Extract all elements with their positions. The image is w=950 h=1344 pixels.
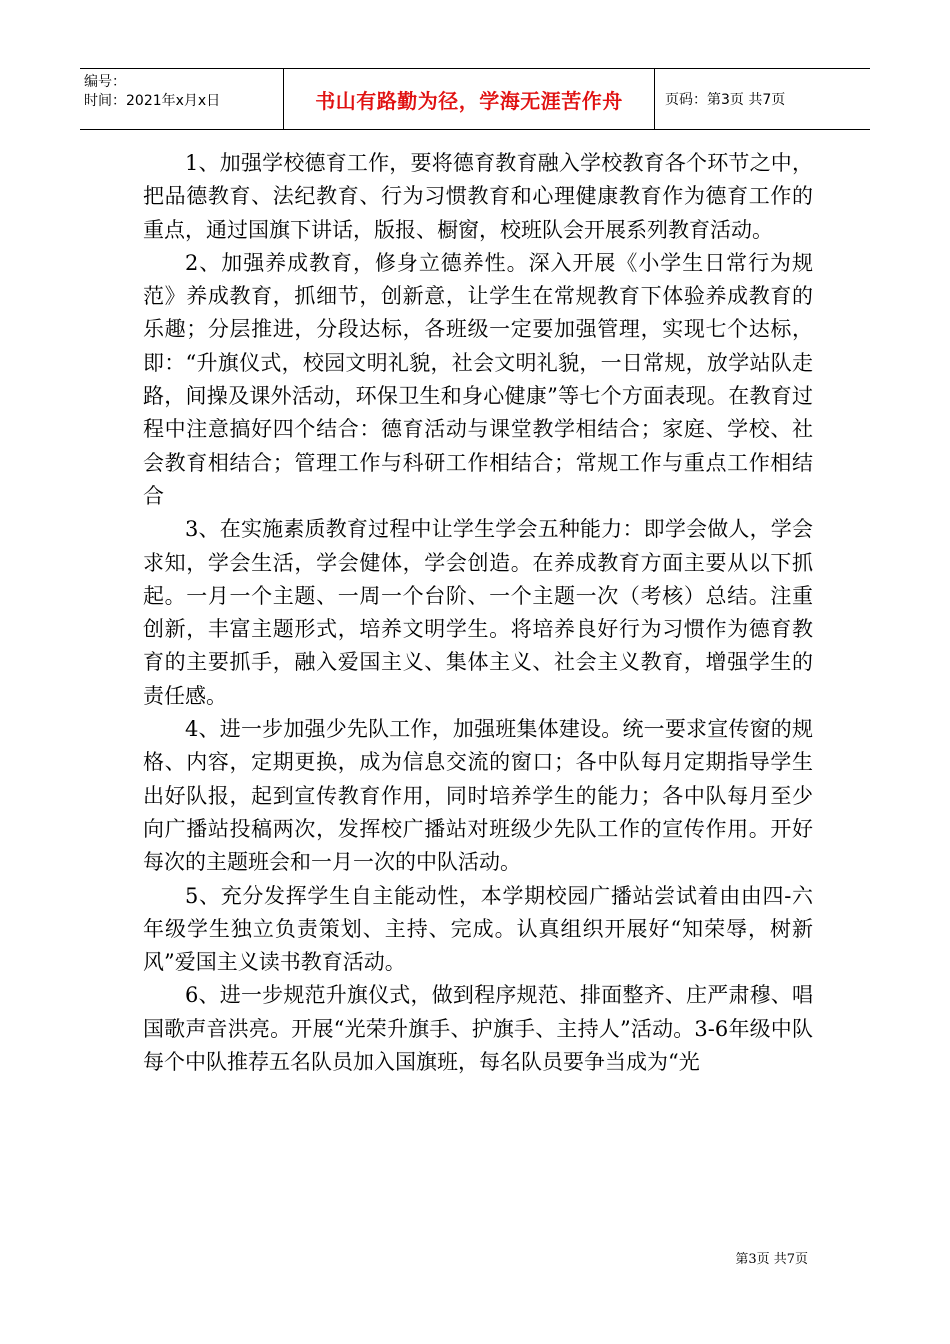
paragraph-3: 3、在实施素质教育过程中让学生学会五种能力：即学会做人，学会求知，学会生活，学会健体，学会创造。在养成教育方面主要从以下抓起。一月一个主题、一周一个台阶、一个主题一次（考核）总结。注重创新，丰富主题形式，培养文明学生。将培养良好行为习惯作为德育教育的主要抓手，融入爱国主义、集体主义、社会主义教育，增强学生的责任感。 [143,517,813,708]
paragraph-1: 1、加强学校德育工作，要将德育教育融入学校教育各个环节之中，把品德教育、法纪教育、行为习惯教育和心理健康教育作为德育工作的重点，通过国旗下讲话，版报、橱窗，校班队会开展系列教育活动。 [143,151,813,242]
page-footer: 第3页 共7页 [735,1252,808,1267]
paragraph-5: 5、充分发挥学生自主能动性，本学期校园广播站尝试着由由四-六年级学生独立负责策划、主持、完成。认真组织开展好“知荣辱，树新风”爱国主义读书教育活动。 [143,883,813,975]
header-meta [80,69,283,129]
header-motto: 书山有路勤为径，学海无涯苦作舟 [283,69,655,129]
code-label: 编号： [84,74,126,90]
document-body [143,147,813,1079]
time-label: 时间：2021年x月x日 [84,93,221,109]
header-page-number: 页码：第3页 共7页 [665,92,786,108]
paragraph-2: 2、加强养成教育，修身立德养性。深入开展《小学生日常行为规范》养成教育，抓细节，创新意，让学生在常规教育下体验养成教育的乐趣；分层推进，分段达标，各班级一定要加强管理，实现七个达标，即：“升旗仪式，校园文明礼貌，社会文明礼貌，一日常规，放学站队走路，间操及课外活动，环保卫生和身心健康”等七个方面表现。在教育过程中注意搞好四个结合：德育活动与课堂教学相结合；家庭、学校、社会教育相结合；管理工作与科研工作相结合；常规工作与重点工作相结合 [143,250,813,508]
page-header [80,68,870,130]
paragraph-4: 4、进一步加强少先队工作，加强班集体建设。统一要求宣传窗的规格、内容，定期更换，成为信息交流的窗口；各中队每月定期指导学生出好队报，起到宣传教育作用，同时培养学生的能力；各中队每月至少向广播站投稿两次，发挥校广播站对班级少先队工作的宣传作用。开好每次的主题班会和一月一次的中队活动。 [143,717,813,875]
paragraph-6: 6、进一步规范升旗仪式，做到程序规范、排面整齐、庄严肃穆、唱国歌声音洪亮。开展“光荣升旗手、护旗手、主持人”活动。3-6年级中队每个中队推荐五名队员加入国旗班，每名队员要争当成为“光 [143,983,813,1075]
